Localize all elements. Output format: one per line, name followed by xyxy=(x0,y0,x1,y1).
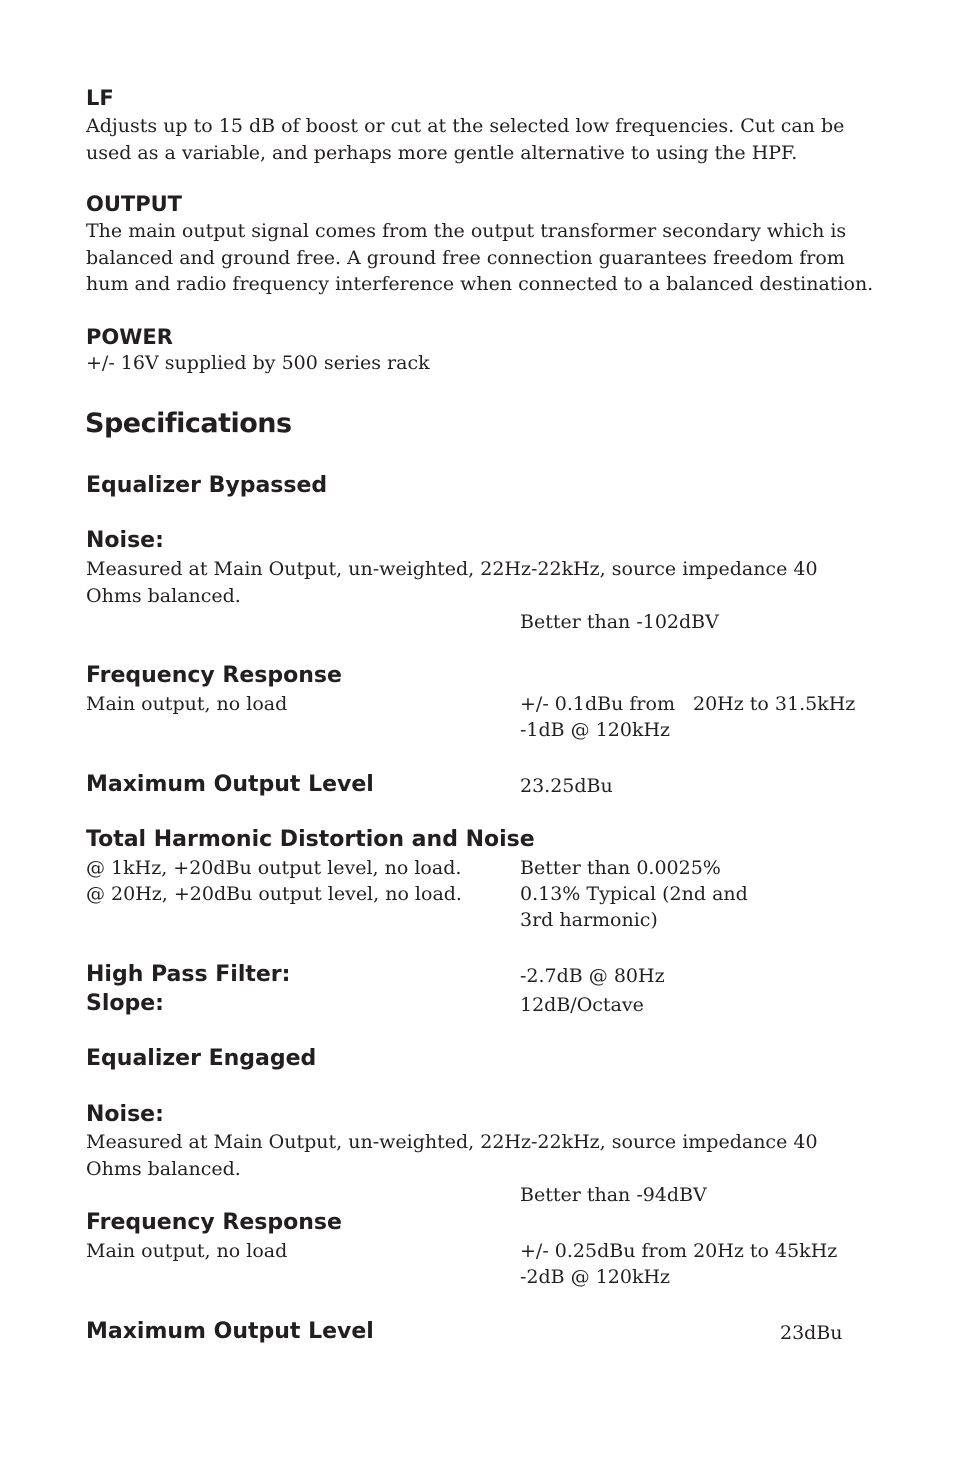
bypassed-hpf-label: High Pass Filter: xyxy=(86,962,291,987)
bypassed-max-output-value: 23.25dBu xyxy=(520,775,613,797)
bypassed-slope-value: 12dB/Octave xyxy=(520,994,644,1016)
bypassed-frequency-response-rolloff: -1dB @ 120kHz xyxy=(520,719,671,741)
engaged-frequency-response-value: +/- 0.25dBu from 20Hz to 45kHz xyxy=(520,1240,838,1262)
bypassed-noise-label: Noise: xyxy=(86,528,164,553)
power-heading: POWER xyxy=(86,325,173,349)
bypassed-noise-description: Measured at Main Output, un-weighted, 22Hz-22kHz, source impedance 40 Ohms balanced. xyxy=(86,558,818,607)
power-description: +/- 16V supplied by 500 series rack xyxy=(86,352,430,374)
bypassed-noise-value: Better than -102dBV xyxy=(520,611,719,633)
bypassed-thd-description-1khz: @ 1kHz, +20dBu output level, no load. xyxy=(86,857,462,879)
engaged-heading: Equalizer Engaged xyxy=(86,1046,317,1071)
engaged-max-output-label: Maximum Output Level xyxy=(86,1319,374,1344)
output-heading: OUTPUT xyxy=(86,192,182,216)
bypassed-max-output-label: Maximum Output Level xyxy=(86,772,374,797)
bypassed-thd-value-20hz: 0.13% Typical (2nd and xyxy=(520,883,748,905)
bypassed-thd-label: Total Harmonic Distortion and Noise xyxy=(86,827,535,852)
bypassed-frequency-response-value: +/- 0.1dBu from xyxy=(520,693,675,715)
bypassed-frequency-response-range: 20Hz to 31.5kHz xyxy=(693,693,856,715)
bypassed-frequency-response-description: Main output, no load xyxy=(86,693,288,715)
engaged-max-output-value: 23dBu xyxy=(780,1322,843,1344)
lf-description: Adjusts up to 15 dB of boost or cut at the selected low frequencies. Cut can be used as a variable, and perhaps more gentle alternative to using the HPF. xyxy=(86,115,845,164)
bypassed-hpf-value: -2.7dB @ 80Hz xyxy=(520,965,665,987)
output-description: The main output signal comes from the output transformer secondary which is balanced and ground free. A ground free connection guarantees freedom from hum and radio frequency interference when connected to a balanced destination. xyxy=(86,220,874,295)
bypassed-thd-value-1khz: Better than 0.0025% xyxy=(520,857,721,879)
engaged-frequency-response-label: Frequency Response xyxy=(86,1210,342,1235)
engaged-noise-label: Noise: xyxy=(86,1102,164,1127)
engaged-noise-description: Measured at Main Output, un-weighted, 22Hz-22kHz, source impedance 40 Ohms balanced. xyxy=(86,1131,818,1180)
specifications-title: Specifications xyxy=(85,408,292,439)
engaged-frequency-response-description: Main output, no load xyxy=(86,1240,288,1262)
engaged-frequency-response-rolloff: -2dB @ 120kHz xyxy=(520,1266,671,1288)
bypassed-frequency-response-label: Frequency Response xyxy=(86,663,342,688)
engaged-noise-value: Better than -94dBV xyxy=(520,1184,707,1206)
bypassed-slope-label: Slope: xyxy=(86,991,164,1016)
lf-heading: LF xyxy=(86,86,114,110)
bypassed-thd-description-20hz: @ 20Hz, +20dBu output level, no load. xyxy=(86,883,462,905)
bypassed-heading: Equalizer Bypassed xyxy=(86,473,328,498)
bypassed-thd-value-20hz-cont: 3rd harmonic) xyxy=(520,909,658,931)
